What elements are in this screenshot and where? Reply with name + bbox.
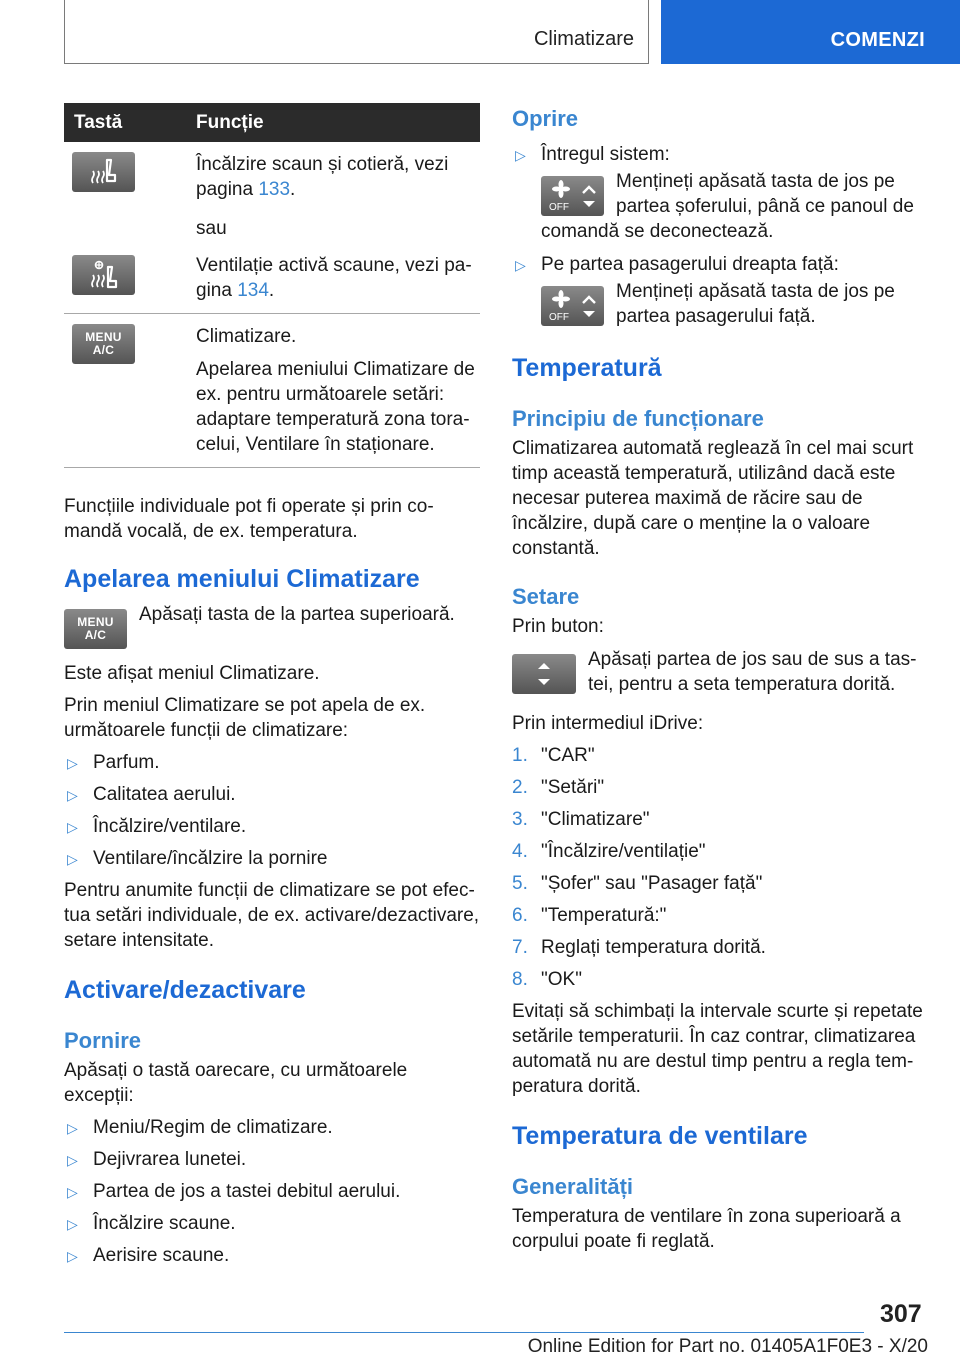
left-column: [64, 103, 480, 1268]
menu-shown-text: Este afișat meniul Climatizare.: [64, 663, 320, 684]
header-section-title: Climatizare: [533, 28, 634, 50]
triangle-bullet-icon: ▷: [67, 787, 78, 803]
list-item: ▷ Partea de jos a tastei debitul aerului.: [64, 1179, 480, 1204]
heading-general: Generalități: [512, 1174, 634, 1199]
list-item: ▷ Calitatea aerului.: [64, 782, 480, 807]
table-row: [64, 251, 480, 314]
heading-setting: Setare: [512, 584, 580, 609]
list-item: ▷ Pe partea pasagerului dreapta față: OFF Mențineți apăsată tasta de jos pe partea pasagerului față.: [512, 252, 928, 329]
list-item: ▷ Aerisire scaune.: [64, 1243, 480, 1268]
page-link-134[interactable]: 134: [237, 280, 269, 301]
list-item: ▷ Dejivrarea lunetei.: [64, 1147, 480, 1172]
seat-heating-icon: [72, 152, 135, 192]
header-chapter-tab[interactable]: [661, 0, 960, 64]
footer-edition: Online Edition for Part no. 01405A1F0E3 - X/20: [527, 1336, 928, 1357]
heading-temperature: Temperatură: [512, 354, 662, 382]
svg-text:OFF: OFF: [548, 202, 569, 213]
list-item: 6. "Temperatură:": [512, 905, 667, 926]
menu-funcs-text: Prin meniul Climatizare se pot apela de ex. următoarele funcții de climatizare:: [64, 695, 426, 741]
principle-text: Climatizarea automată reglează în cel mai scurt timp această temperatură, utilizând dacă este necesar puterea maximă de răcire sau de încălzire, după care o menține la o valoare constantă.: [512, 438, 914, 559]
list-item: ▷ Parfum.: [64, 750, 480, 775]
on-text: Apăsați o tastă oarecare, cu următoarele excepții:: [64, 1060, 408, 1106]
list-item: 8. "OK": [512, 969, 582, 990]
triangle-bullet-icon: ▷: [67, 851, 78, 867]
general-text: Temperatura de ventilare în zona superioară a corpului poate fi reglată.: [512, 1206, 901, 1252]
triangle-bullet-icon: ▷: [67, 1120, 78, 1136]
heading-on: Pornire: [64, 1028, 142, 1053]
idrive-steps: [512, 743, 928, 992]
heading-vent-temperature: Temperatura de ventilare: [512, 1122, 808, 1150]
menu-ac-key-icon: MENU A/C: [64, 609, 127, 649]
footer-divider: [64, 1332, 864, 1333]
on-exception-list: [64, 1115, 480, 1268]
voice-control-text: Funcțiile individuale pot fi operate și prin comandă vocală, de ex. temperatura.: [64, 496, 434, 542]
by-idrive-text: Prin intermediul iDrive:: [512, 713, 704, 734]
list-item: ▷ Încălzire scaune.: [64, 1211, 480, 1236]
triangle-bullet-icon: ▷: [515, 147, 526, 163]
list-item: ▷ Întregul sistem: OFF Mențineți apăsată tasta de jos pe partea șoferului, până ce panoul de: [512, 142, 928, 219]
list-item: 1. "CAR": [512, 745, 595, 766]
row-climate-text: Apelarea meniului Climatizare de ex. pentru următoarele setări: adaptare temperatură zona toracelui, Ventilare în staționare.: [196, 359, 475, 455]
off-list: [512, 142, 928, 219]
page-number: 307: [880, 1300, 922, 1328]
header-chapter-title: COMENZI: [830, 29, 925, 51]
list-item: ▷ Încălzire/ventilare.: [64, 814, 480, 839]
table-header: [64, 103, 480, 142]
page-link-133[interactable]: 133: [258, 179, 291, 200]
menu-ac-key-icon: MENU A/C: [72, 324, 135, 364]
triangle-bullet-icon: ▷: [67, 1184, 78, 1200]
triangle-bullet-icon: ▷: [67, 1248, 78, 1264]
heading-off: Oprire: [512, 106, 579, 131]
table-row: [64, 142, 480, 251]
right-column: [512, 103, 928, 1254]
menu-key-line: [64, 606, 480, 649]
by-button-text: Prin buton:: [512, 616, 604, 637]
list-item: 3. "Climatizare": [512, 809, 650, 830]
list-item: ▷ Ventilare/încălzire la pornire: [64, 846, 480, 871]
seat-ventilation-icon: [72, 255, 135, 295]
heading-menu: Apelarea meniului Climatizare: [64, 565, 420, 593]
menu-note-text: Pentru anumite funcții de climatizare se pot efectua setări individuale, de ex. activare/dezactivare, setare intensitate.: [64, 880, 480, 951]
list-item: 5. "Șofer" sau "Pasager față": [512, 873, 763, 894]
fan-off-key-icon: [541, 286, 604, 326]
menu-function-list: [64, 750, 480, 871]
table-row: [64, 314, 480, 468]
triangle-bullet-icon: ▷: [515, 257, 526, 273]
triangle-bullet-icon: ▷: [67, 1152, 78, 1168]
triangle-bullet-icon: ▷: [67, 1216, 78, 1232]
list-item: 7. Reglați temperatura dorită.: [512, 937, 766, 958]
table-header-key: Tastă: [74, 111, 123, 133]
row-climate-title: Climatizare.: [196, 326, 297, 347]
function-table: [64, 103, 480, 468]
off-1-text-b: comandă se deconectează.: [541, 221, 774, 242]
fan-off-key-icon: [541, 176, 604, 216]
off-2-text: Mențineți apăsată tasta de jos pe partea pasagerului față.: [616, 281, 895, 327]
temperature-rocker-key-icon: [512, 654, 576, 694]
heading-principle: Principiu de funcționare: [512, 406, 764, 431]
temp-key-line: [512, 651, 928, 697]
row-seat-ventilation-text: Ventilație activă scaune, vezi pagina 134.: [196, 255, 472, 301]
off-1-text-a: Mențineți apăsată tasta de jos pe partea șoferului, până ce panoul de: [616, 171, 914, 217]
list-item: ▷ Meniu/Regim de climatizare.: [64, 1115, 480, 1140]
row-seat-heating-text: Încălzire scaun și cotieră, vezi pagina 133.: [196, 154, 449, 200]
heading-onoff: Activare/dezactivare: [64, 976, 306, 1004]
svg-text:OFF: OFF: [548, 312, 569, 323]
button-text: Apăsați partea de jos sau de sus a tastei, pentru a seta temperatura dorită.: [588, 649, 917, 695]
triangle-bullet-icon: ▷: [67, 755, 78, 771]
list-item: 2. "Setări": [512, 777, 605, 798]
header-section-box: [64, 0, 649, 64]
table-header-function: Funcție: [196, 111, 264, 133]
triangle-bullet-icon: ▷: [67, 819, 78, 835]
list-item: 4. "Încălzire/ventilație": [512, 841, 706, 862]
menu-press-text: Apăsați tasta de la partea superioară.: [139, 604, 455, 625]
avoid-text: Evitați să schimbați la intervale scurte și repetate setările temperaturii. În caz contrar, climatizarea automată nu are destul timp pentru a regla temperatura dorită.: [512, 1001, 923, 1097]
row-or-text: sau: [196, 218, 227, 239]
